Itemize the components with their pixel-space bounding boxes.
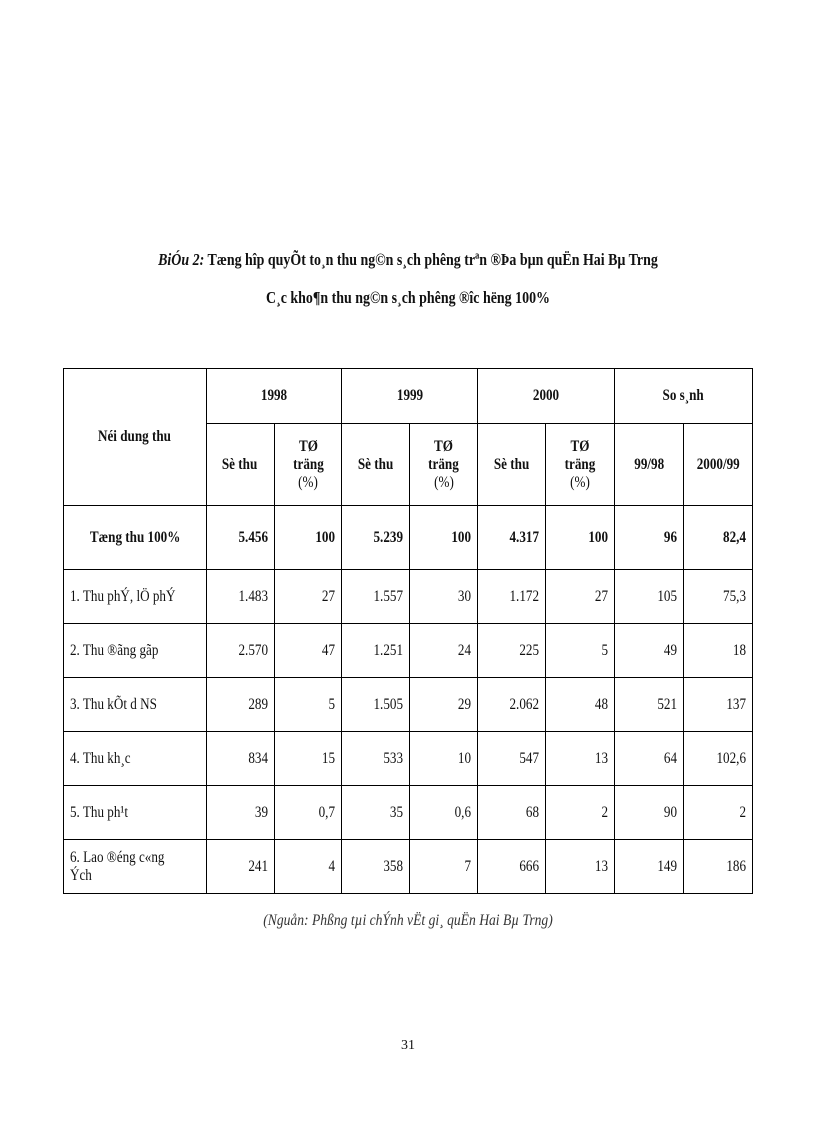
cell-value: 13: [546, 840, 615, 894]
cell-value: 241: [206, 840, 274, 894]
cell-value: 1.251: [342, 624, 410, 678]
cell-value: 5: [274, 678, 342, 732]
sub-ratio-header: TØ träng (%): [274, 424, 342, 506]
cell-value: 75,3: [683, 570, 752, 624]
cell-value: 547: [478, 732, 546, 786]
sub-amount-header: Sè thu: [206, 424, 274, 506]
cell-value: 5.456: [206, 506, 274, 570]
cell-value: 4.317: [478, 506, 546, 570]
year-header-1999: 1999: [342, 369, 478, 424]
cell-value: 39: [206, 786, 274, 840]
year-header-1998: 1998: [206, 369, 342, 424]
cell-value: 358: [342, 840, 410, 894]
cell-value: 48: [546, 678, 615, 732]
cell-value: 5: [546, 624, 615, 678]
year-header-2000: 2000: [478, 369, 615, 424]
cell-value: 100: [410, 506, 478, 570]
row-label: 5. Thu ph¹t: [64, 786, 207, 840]
row-label: 3. Thu kÕt d NS: [64, 678, 207, 732]
cell-value: 13: [546, 732, 615, 786]
cell-value: 0,7: [274, 786, 342, 840]
cell-value: 2: [546, 786, 615, 840]
cell-value: 289: [206, 678, 274, 732]
cell-value: 1.557: [342, 570, 410, 624]
page-number: 31: [401, 1038, 415, 1053]
cell-value: 96: [615, 506, 684, 570]
row-label: Tæng thu 100%: [64, 506, 207, 570]
table-title-text: Tæng hîp quyÕt to¸n thu ng©n s¸ch phêng trªn ®Þa bµn quËn Hai Bµ Trng: [207, 250, 658, 269]
sub-ratio-header: TØ träng (%): [546, 424, 615, 506]
cell-value: 90: [615, 786, 684, 840]
budget-table: [63, 368, 753, 894]
sub-compare-99-98: 99/98: [615, 424, 684, 506]
cell-value: 30: [410, 570, 478, 624]
cell-value: 149: [615, 840, 684, 894]
cell-value: 64: [615, 732, 684, 786]
table-row: [64, 624, 753, 678]
cell-value: 834: [206, 732, 274, 786]
sub-ratio-header: TØ träng (%): [410, 424, 478, 506]
table-title-lead: BiÓu 2:: [158, 250, 205, 269]
cell-value: 2: [683, 786, 752, 840]
cell-value: 1.505: [342, 678, 410, 732]
cell-value: 666: [478, 840, 546, 894]
cell-value: 1.483: [206, 570, 274, 624]
cell-value: 27: [546, 570, 615, 624]
cell-value: 225: [478, 624, 546, 678]
table-row: [64, 732, 753, 786]
sub-amount-header: Sè thu: [478, 424, 546, 506]
header-row-years: [64, 369, 753, 424]
cell-value: 24: [410, 624, 478, 678]
table-row: [64, 678, 753, 732]
cell-value: 49: [615, 624, 684, 678]
cell-value: 15: [274, 732, 342, 786]
compare-header: So s¸nh: [615, 369, 753, 424]
table-row: [64, 570, 753, 624]
table-body: [64, 506, 753, 894]
sub-amount-header: Sè thu: [342, 424, 410, 506]
table-subtitle: C¸c kho¶n thu ng©n s¸ch phêng ®îc hëng 100%: [265, 288, 550, 307]
cell-value: 82,4: [683, 506, 752, 570]
cell-value: 27: [274, 570, 342, 624]
cell-value: 105: [615, 570, 684, 624]
cell-value: 102,6: [683, 732, 752, 786]
source-note: (Nguån: Phßng tµi chÝnh vËt gi¸ quËn Hai Bµ Trng): [263, 912, 553, 929]
cell-value: 2.062: [478, 678, 546, 732]
cell-value: 137: [683, 678, 752, 732]
table-title: [73, 250, 742, 270]
cell-value: 35: [342, 786, 410, 840]
row-label: 2. Thu ®ãng gãp: [64, 624, 207, 678]
row-label: 4. Thu kh¸c: [64, 732, 207, 786]
cell-value: 29: [410, 678, 478, 732]
cell-value: 0,6: [410, 786, 478, 840]
cell-value: 533: [342, 732, 410, 786]
total-row: [64, 506, 753, 570]
cell-value: 4: [274, 840, 342, 894]
sub-compare-2000-99: 2000/99: [683, 424, 752, 506]
cell-value: 5.239: [342, 506, 410, 570]
cell-value: 18: [683, 624, 752, 678]
cell-value: 2.570: [206, 624, 274, 678]
cell-value: 68: [478, 786, 546, 840]
cell-value: 7: [410, 840, 478, 894]
cell-value: 47: [274, 624, 342, 678]
cell-value: 1.172: [478, 570, 546, 624]
cell-value: 100: [546, 506, 615, 570]
table-row: [64, 840, 753, 894]
content-header: Néi dung thu: [64, 369, 207, 506]
cell-value: 521: [615, 678, 684, 732]
table-row: [64, 786, 753, 840]
cell-value: 100: [274, 506, 342, 570]
cell-value: 10: [410, 732, 478, 786]
cell-value: 186: [683, 840, 752, 894]
row-label: 6. Lao ®éng c«ng Ých: [64, 840, 207, 894]
row-label: 1. Thu phÝ, lÖ phÝ: [64, 570, 207, 624]
